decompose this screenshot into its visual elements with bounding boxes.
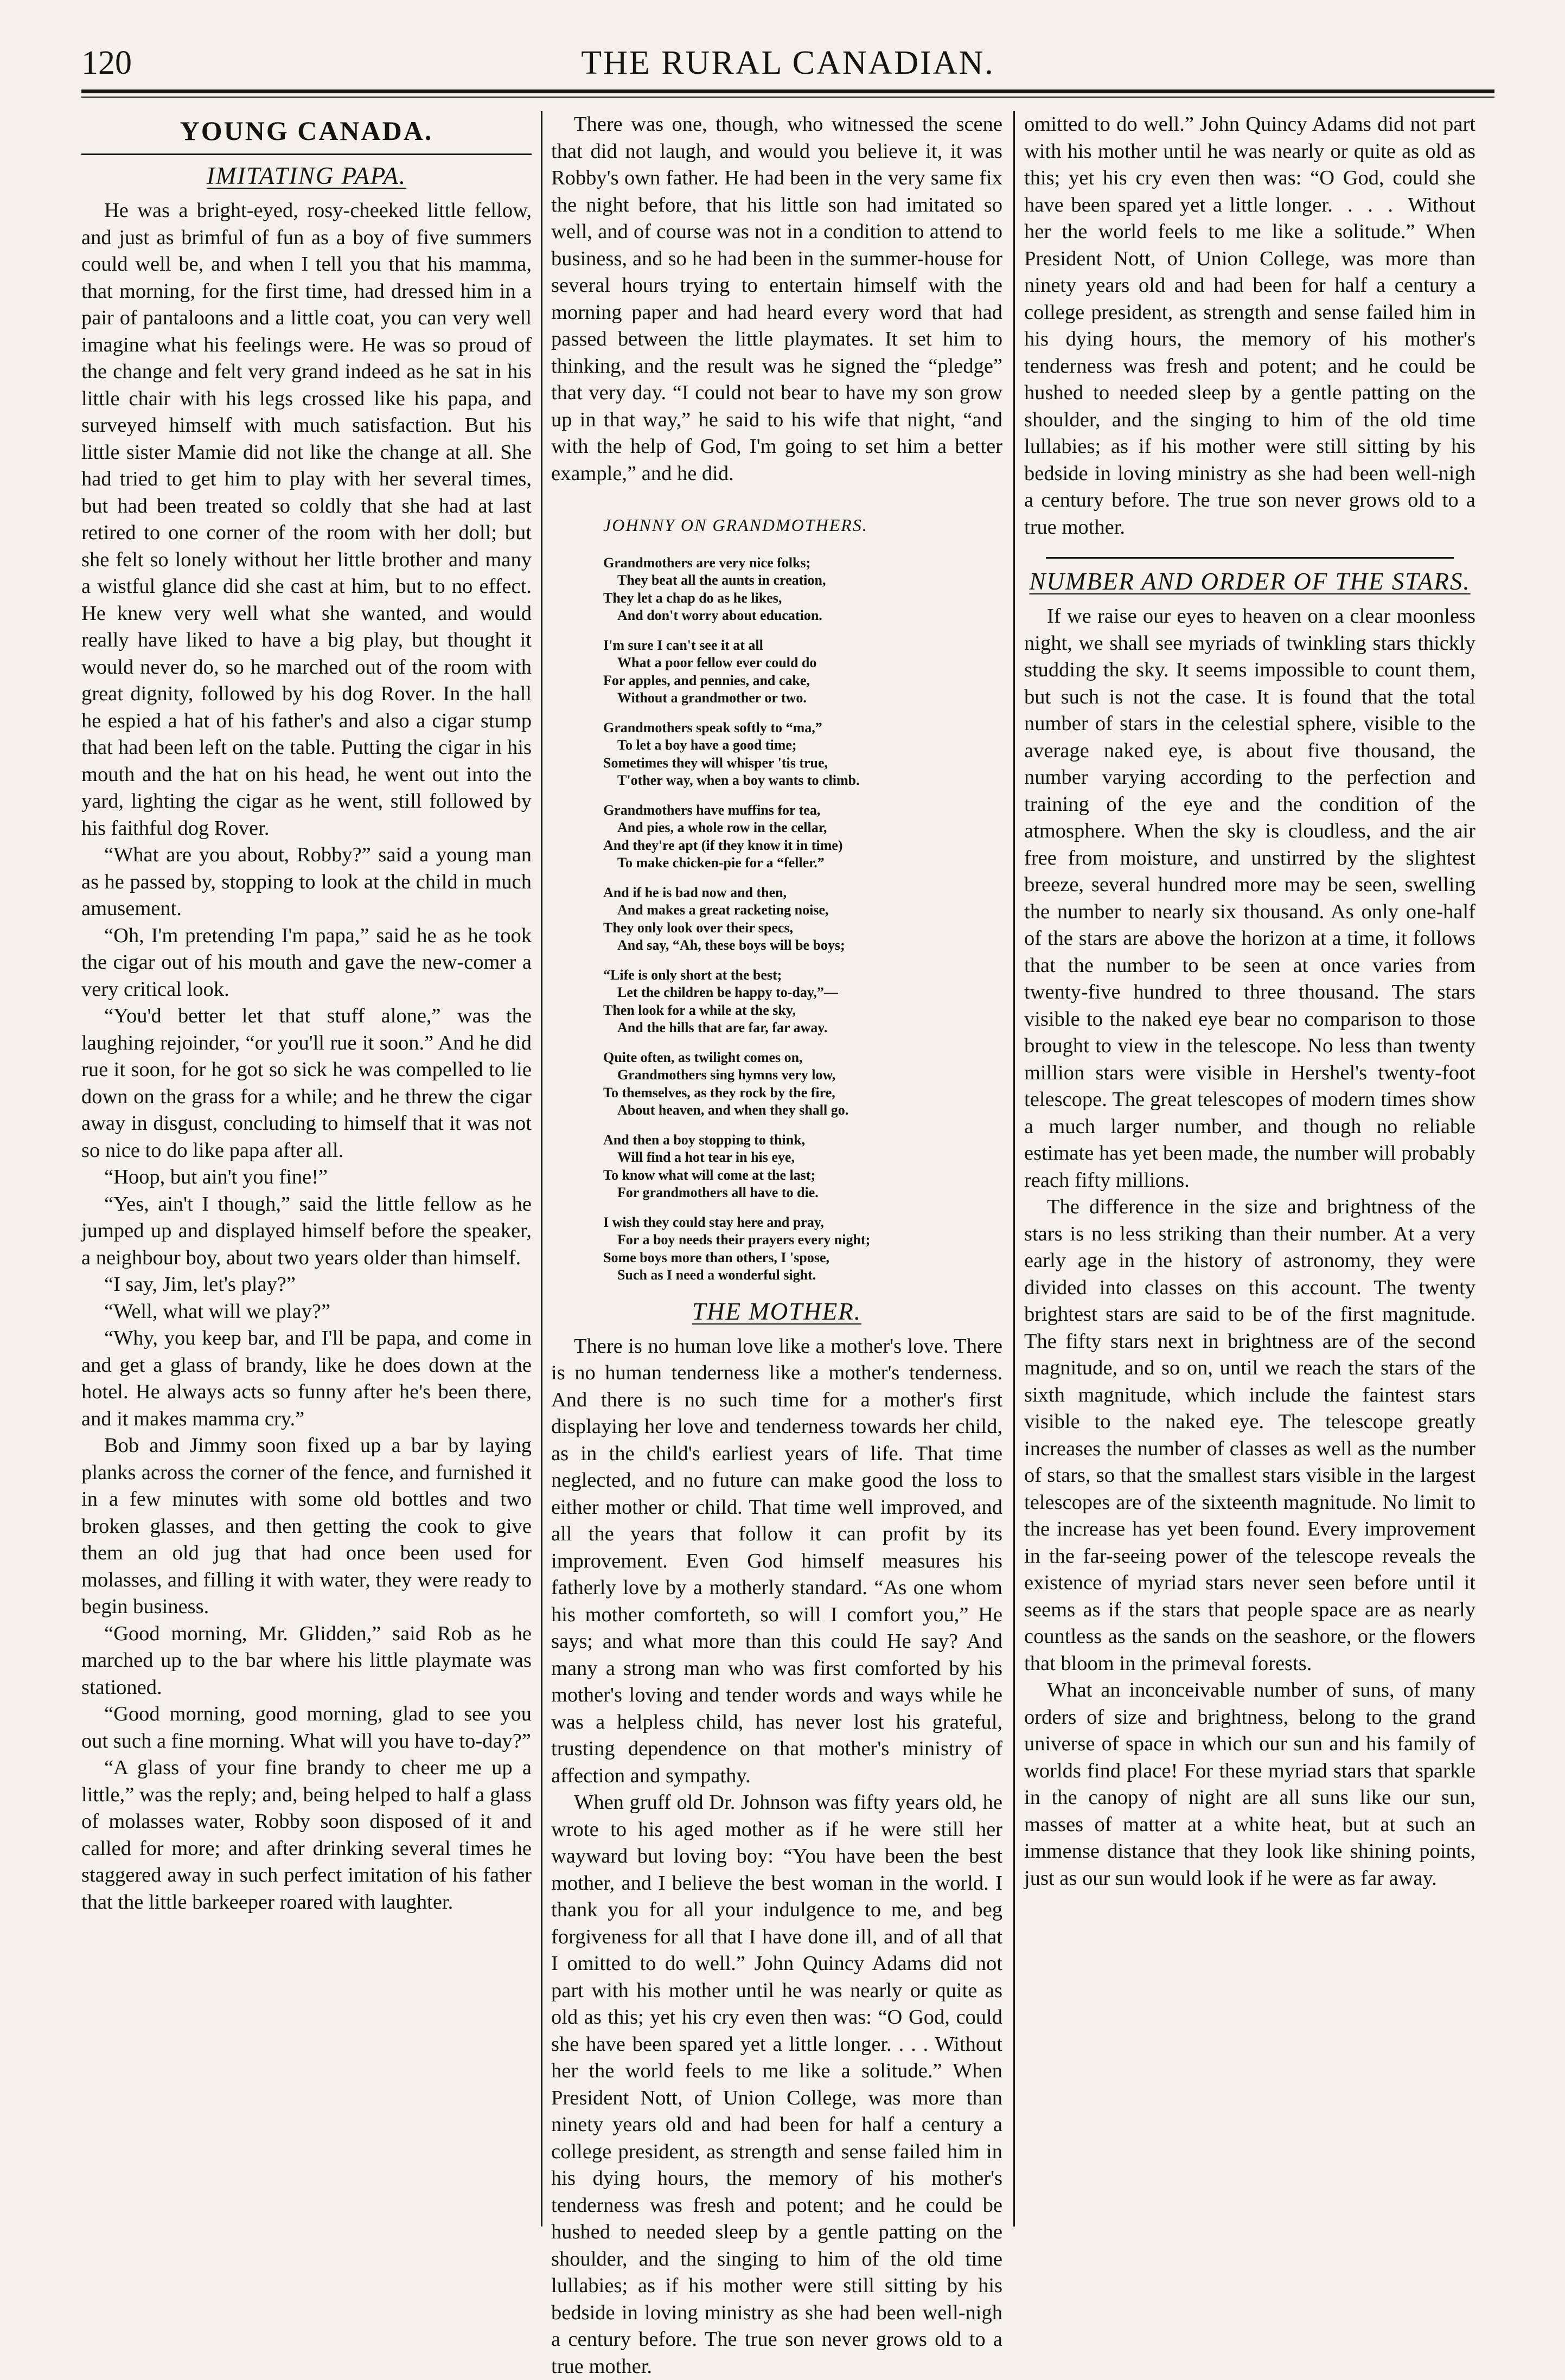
poem-stanza — [603, 554, 1002, 625]
poem-line: And they're apt (if they know it in time) — [603, 837, 843, 853]
poem-title: JOHNNY ON GRANDMOTHERS. — [603, 515, 868, 535]
poem-stanza — [603, 719, 1002, 790]
poem-line: Will find a hot tear in his eye, — [617, 1149, 795, 1165]
story-paragraph: “Well, what will we play?” — [104, 1300, 331, 1323]
poem-line: I wish they could stay here and pray, — [603, 1214, 824, 1230]
masthead: THE RURAL CANADIAN. — [581, 44, 995, 81]
stars-paragraph: What an inconceivable number of suns, of many orders of size and brightness, belong to the grand universe of space in which our sun and his family of worlds find place! For these myriad stars that sparkle in the canopy of night are all suns like our sun, masses of matter at a white heat, but at such an immense distance that they look like shining points, just as our sun would look if he were as far away. — [1024, 1679, 1475, 1890]
poem-body — [551, 554, 1002, 1284]
poem-line: Then look for a while at the sky, — [603, 1002, 796, 1018]
mother-title: THE MOTHER. — [692, 1297, 861, 1325]
header-thin-rule — [81, 97, 1494, 98]
poem-line: What a poor fellow ever could do — [617, 655, 817, 670]
poem-line: To make chicken-pie for a “feller.” — [617, 855, 825, 871]
poem-line: And pies, a whole row in the cellar, — [617, 820, 827, 835]
section-rule — [1046, 557, 1454, 559]
story-paragraph: “Good morning, good morning, glad to see you out such a fine morning. What will you have to-day?” — [81, 1703, 532, 1752]
poem-line: Grandmothers are very nice folks; — [603, 554, 811, 571]
stars-title: NUMBER AND ORDER OF THE STARS. — [1029, 568, 1471, 595]
poem-line: And makes a great racketing noise, — [617, 902, 829, 918]
column-2 — [551, 111, 1002, 2378]
poem-line: Such as I need a wonderful sight. — [617, 1267, 816, 1283]
poem-line: About heaven, and when they shall go. — [617, 1102, 849, 1118]
story-paragraph: He was a bright-eyed, rosy-cheeked little fellow, and just as brimful of fun as a boy of five summers could well be, and when I tell you that his mamma, that morning, for the first time, had dressed him in a pair of pantaloons and a little coat, you can very well imagine what his feelings were. He was so proud of the change and felt very grand indeed as he sat in his little chair with his legs crossed like his papa, and surveyed himself with much satisfaction. But his little sister Mamie did not like the change at all. She had tried to get him to play with her several times, but had been treated so coldly that she had at last retired to one corner of the room with her doll; but she felt so lonely without her little brother and many a wistful glance did she cast at him, but to no effect. He knew very well what she wanted, and would really have liked to have a big play, but thought it would never do, so he marched out of the room with great dignity, followed by his dog Rover. In the hall he espied a hat of his father's and also a cigar stump that had been left on the table. Putting the cigar in his mouth and the hat on his head, he went out into the yard, lighting the cigar as he went, still followed by his faithful dog Rover. — [81, 199, 532, 840]
poem-line: For apples, and pennies, and cake, — [603, 672, 810, 688]
poem-line: To let a boy have a good time; — [617, 737, 797, 753]
poem-stanza — [603, 967, 1002, 1037]
column-1 — [81, 111, 532, 2224]
poem-line: And then a boy stopping to think, — [603, 1131, 806, 1148]
page-number: 120 — [81, 44, 132, 81]
poem-line: And say, “Ah, these boys will be boys; — [617, 937, 845, 953]
page-header — [81, 41, 1494, 85]
story-paragraph: Bob and Jimmy soon fixed up a bar by laying planks across the corner of the fence, and furnished it in a few minutes with some old bottles and two broken glasses, and then getting the cook to give them an old jug that had once been used for molasses, and filling it with water, they were ready to begin business. — [81, 1434, 532, 1618]
poem-line: Let the children be happy to-day,”— — [617, 984, 838, 1000]
column-separator — [1013, 111, 1015, 2227]
poem-line: Without a grandmother or two. — [617, 690, 807, 706]
poem-line: They only look over their specs, — [603, 919, 794, 936]
department-rule — [81, 153, 532, 155]
poem-line: Grandmothers speak softly to “ma,” — [603, 719, 822, 735]
story-paragraph: “You'd better let that stuff alone,” was the laughing rejoinder, “or you'll rue it soon.” And he did rue it soon, for he got so sick he was compelled to lie down on the grass for a while; and he threw the cigar away in disgust, concluding to himself that it was not so nice to do like papa after all. — [81, 1005, 532, 1162]
poem-line: Sometimes they will whisper 'tis true, — [603, 754, 828, 771]
column-separator — [541, 111, 542, 2227]
header-thick-rule — [81, 89, 1494, 93]
poem-line: They beat all the aunts in creation, — [617, 572, 826, 588]
poem-stanza — [603, 884, 1002, 955]
poem-line: Quite often, as twilight comes on, — [603, 1049, 803, 1065]
poem-stanza — [603, 802, 1002, 872]
story-paragraph: “Yes, ain't I though,” said the little fellow as he jumped up and displayed himself before the speaker, a neighbour boy, about two years older than himself. — [81, 1192, 532, 1269]
poem-line: For grandmothers all have to die. — [617, 1185, 819, 1200]
mother-paragraph: There is no human love like a mother's love. There is no human tenderness like a mother's tenderness. And there is no such time for a mother's first displaying her love and tenderness towards her child, as in the child's earliest years of life. That time neglected, and no future can make good the loss to either mother or child. That time well improved, and all the years that follow it can profit by its improvement. Even God himself measures his fatherly love by a motherly standard. “As one whom his mother comforteth, so will I comfort you,” He says; and what more than this could He say? And many a strong man who was first comforted by his mother's loving and tender words and ways while he was a helpless child, has never lost his grateful, trusting dependence on that mother's ministry of affection and sympathy. — [551, 1334, 1002, 1787]
stars-paragraph: If we raise our eyes to heaven on a clear moonless night, we shall see myriads of twinkling stars thickly studding the sky. It seems impossible to count them, but such is not the case. It is found that the total number of stars in the celestial sphere, visible to the average naked eye, is about five thousand, the number varying according to the perfection and training of the eye and the condition of the atmosphere. When the sky is cloudless, and the air free from moisture, and unstirred by the slightest breeze, several hundred more may be seen, swelling the number to nearly six thousand. As only one-half of the stars are above the horizon at a time, it follows that the number to be seen at once varies from twenty-five hundred to three thousand. The stars visible to the naked eye bear no comparison to those brought to view in the telescope. No less than twenty million stars were visible in Hershel's twenty-foot telescope. The great telescopes of modern times show a much larger number, and though no reliable estimate has yet been made, the number will probably reach fifty millions. — [1024, 605, 1475, 1192]
poem-line: T'other way, when a boy wants to climb. — [617, 772, 860, 788]
story-title: IMITATING PAPA. — [206, 162, 407, 189]
poem-stanza — [603, 637, 1002, 707]
story-paragraph: “Good morning, Mr. Glidden,” said Rob as he marched up to the bar where his little playmate was stationed. — [81, 1622, 532, 1699]
department-heading: YOUNG CANADA. — [180, 116, 433, 146]
poem-line: To know what will come at the last; — [603, 1167, 816, 1183]
poem-line: Some boys more than others, I 'spose, — [603, 1249, 829, 1265]
poem-line: “Life is only short at the best; — [603, 967, 782, 983]
story-paragraph: There was one, though, who witnessed the scene that did not laugh, and would you believe it, it was Robby's own father. He had been in the very same fix the night before, that his little son had imitated so well, and of course was not in a condition to attend to business, and so he had been in the summer-house for several hours trying to entertain himself with the morning paper and had heard every word that had passed between the little playmates. It set him to thinking, and the result was he signed the “pledge” that very day. “I could not bear to have my son grow up in that way,” he said to his wife that night, “and with the help of God, I'm going to set him a better example,” and he did. — [551, 113, 1002, 485]
stars-paragraph: The difference in the size and brightness of the stars is no less striking than their number. At a very early age in the history of astronomy, they were divided into classes on this account. The twenty brightest stars are said to be of the first magnitude. The fifty stars next in brightness are of the second magnitude, and so on, until we reach the stars of the sixth magnitude, which include the faintest stars visible to the naked eye. The telescope greatly increases the number of classes as well as the number of stars, so that the smallest stars visible in the largest telescopes are of the sixteenth magnitude. No limit to the increase has yet been found. Every improvement in the far-seeing power of the telescope reveals the existence of myriad stars never seen before until it seems as if the stars that people space are as nearly countless as the sands on the seashore, or the flowers that bloom in the primeval forests. — [1024, 1195, 1475, 1675]
mother-continuation: omitted to do well.” John Quincy Adams did not part with his mother until he was nearly or quite as old as this; yet his cry even then was: “O God, could she have been spared yet a little longer. . . . Without her the world feels to me like a solitude.” When President Nott, of Union College, was more than ninety years old and had been for half a century a college president, as strength and sense failed him in his dying hours, the memory of his mother's tenderness was fresh and potent; and he could be hushed to needed sleep by a gentle patting on the shoulder, and the singing to him of the old time lullabies; as if his mother were still sitting by his bedside in loving ministry as she had been well-nigh a century before. The true son never grows old to a true mother. — [1024, 113, 1475, 539]
poem-line: Grandmothers sing hymns very low, — [617, 1067, 836, 1083]
story-paragraph: “Hoop, but ain't you fine!” — [104, 1166, 328, 1188]
poem-line: I'm sure I can't see it at all — [603, 637, 763, 653]
story-paragraph: “I say, Jim, let's play?” — [104, 1273, 296, 1296]
poem-stanza — [603, 1214, 1002, 1284]
mother-paragraph: When gruff old Dr. Johnson was fifty years old, he wrote to his aged mother as if he were still her wayward but loving boy: “You have been the best mother, and I believe the best woman in the world. I thank you for all your indulgence to me, and beg forgiveness for all that I have done ill, and of all that I omitted to do well.” John Quincy Adams did not part with his mother until he was nearly or quite as old as this; yet his cry even then was: “O God, could she have been spared yet a little longer. . . . Without her the world feels to me like a solitude.” When President Nott, of Union College, was more than ninety years old and had been for half a century a college president, as strength and sense failed him in his dying hours, the memory of his mother's tenderness was fresh and potent; and he could be hushed to needed sleep by a gentle patting on the shoulder, and the singing to him of the old time lullabies; as if his mother were still sitting by his bedside in loving ministry as she had been well-nigh a century before. The true son never grows old to a true mother. — [551, 1791, 1002, 2378]
poem-line: And don't worry about education. — [617, 607, 822, 623]
poem-stanza — [603, 1131, 1002, 1202]
story-paragraph: “Why, you keep bar, and I'll be papa, and come in and get a glass of brandy, like he does down at the hotel. He always acts so funny after he's been there, and it makes mamma cry.” — [81, 1327, 532, 1430]
poem-stanza — [603, 1049, 1002, 1119]
story-paragraph: “What are you about, Robby?” said a young man as he passed by, stopping to look at the child in much amusement. — [81, 843, 532, 920]
column-3 — [1024, 111, 1475, 2224]
poem-line: And if he is bad now and then, — [603, 884, 787, 900]
story-paragraph: “A glass of your fine brandy to cheer me up a little,” was the reply; and, being helped to half a glass of molasses water, Robby soon disposed of it and called for more; and after drinking several times he staggered away in such perfect imitation of his father that the little barkeeper roared with laughter. — [81, 1756, 532, 1914]
story-paragraph: “Oh, I'm pretending I'm papa,” said he as he took the cigar out of his mouth and gave the new-comer a very critical look. — [81, 924, 532, 1001]
poem-line: And the hills that are far, far away. — [617, 1020, 828, 1035]
poem-line: Grandmothers have muffins for tea, — [603, 802, 821, 818]
poem-line: To themselves, as they rock by the fire, — [603, 1084, 835, 1101]
poem-line: They let a chap do as he likes, — [603, 590, 782, 606]
poem-line: For a boy needs their prayers every night; — [617, 1232, 871, 1247]
